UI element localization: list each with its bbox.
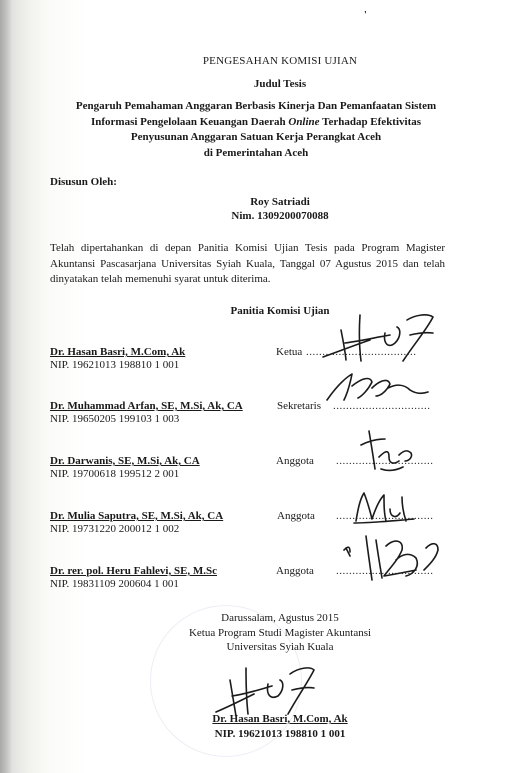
university-name: Universitas Syiah Kuala	[226, 641, 334, 653]
signature-program-head	[210, 660, 320, 720]
member-role: Sekretaris	[277, 400, 321, 412]
signature-line: ..............................	[336, 565, 434, 577]
committee-member	[50, 346, 185, 371]
member-name: Dr. Mulia Saputra, SE, M.Si, Ak, CA	[50, 510, 224, 522]
thesis-title-line-4: di Pemerintahan Aceh	[203, 146, 309, 159]
signature-5	[340, 530, 450, 585]
member-name: Dr. Muhammad Arfan, SE, M.Si, Ak, CA	[50, 400, 243, 412]
member-nip: NIP. 19650205 199103 1 003	[50, 413, 180, 425]
approval-paragraph: Telah dipertahankan di depan Panitia Komisi Ujian Tesis pada Program Magister Akuntansi Pascasarjana Universitas Syiah Kuala, Tanggal 07 Agustus 2015 dan telah dinyatakan telah memenuhi syarat untuk diterima.	[50, 242, 445, 285]
author-name: Roy Satriadi	[250, 196, 310, 208]
thesis-heading: Judul Tesis	[253, 78, 307, 90]
place-date: Darussalam, Agustus 2015	[221, 612, 339, 624]
author-nim: Nim. 1309200070088	[231, 210, 329, 222]
member-name: Dr. Darwanis, SE, M.Si, Ak, CA	[50, 455, 200, 467]
member-nip: NIP. 19831109 200604 1 001	[50, 578, 179, 590]
signature-1	[315, 305, 445, 365]
compiled-by-label: Disusun Oleh:	[50, 176, 117, 188]
member-role: Anggota	[277, 510, 315, 522]
committee-member	[50, 455, 200, 480]
committee-member	[50, 400, 243, 425]
member-name: Dr. Hasan Basri, M.Com, Ak	[50, 346, 186, 358]
thesis-title-line-2: Informasi Pengelolaan Keuangan Daerah Online Terhadap Efektivitas	[90, 115, 422, 128]
signature-line: ..............................	[336, 455, 434, 467]
member-name: Dr. rer. pol. Heru Fahlevi, SE, M.Sc	[50, 565, 218, 577]
member-role: Anggota	[276, 565, 314, 577]
thesis-title-line-1: Pengaruh Pemahaman Anggaran Berbasis Kinerja Dan Pemanfaatan Sistem	[75, 100, 437, 112]
member-nip: NIP. 19700618 199512 2 001	[50, 468, 180, 480]
member-role: Ketua	[276, 346, 303, 358]
member-nip: NIP. 19731220 200012 1 002	[50, 523, 180, 535]
signature-line: ..................................	[306, 346, 417, 358]
program-head-nip: NIP. 19621013 198810 1 001	[214, 728, 346, 740]
signature-line: ..............................	[333, 400, 431, 412]
corner-mark: '	[364, 10, 367, 21]
committee-heading: Panitia Komisi Ujian	[230, 305, 330, 317]
signature-2	[322, 366, 432, 406]
committee-member	[50, 510, 223, 535]
signature-4	[350, 487, 420, 527]
signature-line: ..............................	[336, 510, 434, 522]
program-head-name: Dr. Hasan Basri, M.Com, Ak	[212, 713, 348, 725]
member-role: Anggota	[276, 455, 314, 467]
thesis-title-italic: Online	[288, 115, 320, 128]
page-edge-shadow	[0, 0, 12, 773]
signature-3	[355, 425, 425, 475]
thesis-title-line-3: Penyusunan Anggaran Satuan Kerja Perangkat Aceh	[130, 131, 382, 143]
thesis-title	[50, 99, 462, 161]
committee-member	[50, 565, 217, 590]
program-head-title: Ketua Program Studi Magister Akuntansi	[188, 627, 372, 639]
page-title: PENGESAHAN KOMISI UJIAN	[202, 55, 358, 67]
member-nip: NIP. 19621013 198810 1 001	[50, 359, 180, 371]
